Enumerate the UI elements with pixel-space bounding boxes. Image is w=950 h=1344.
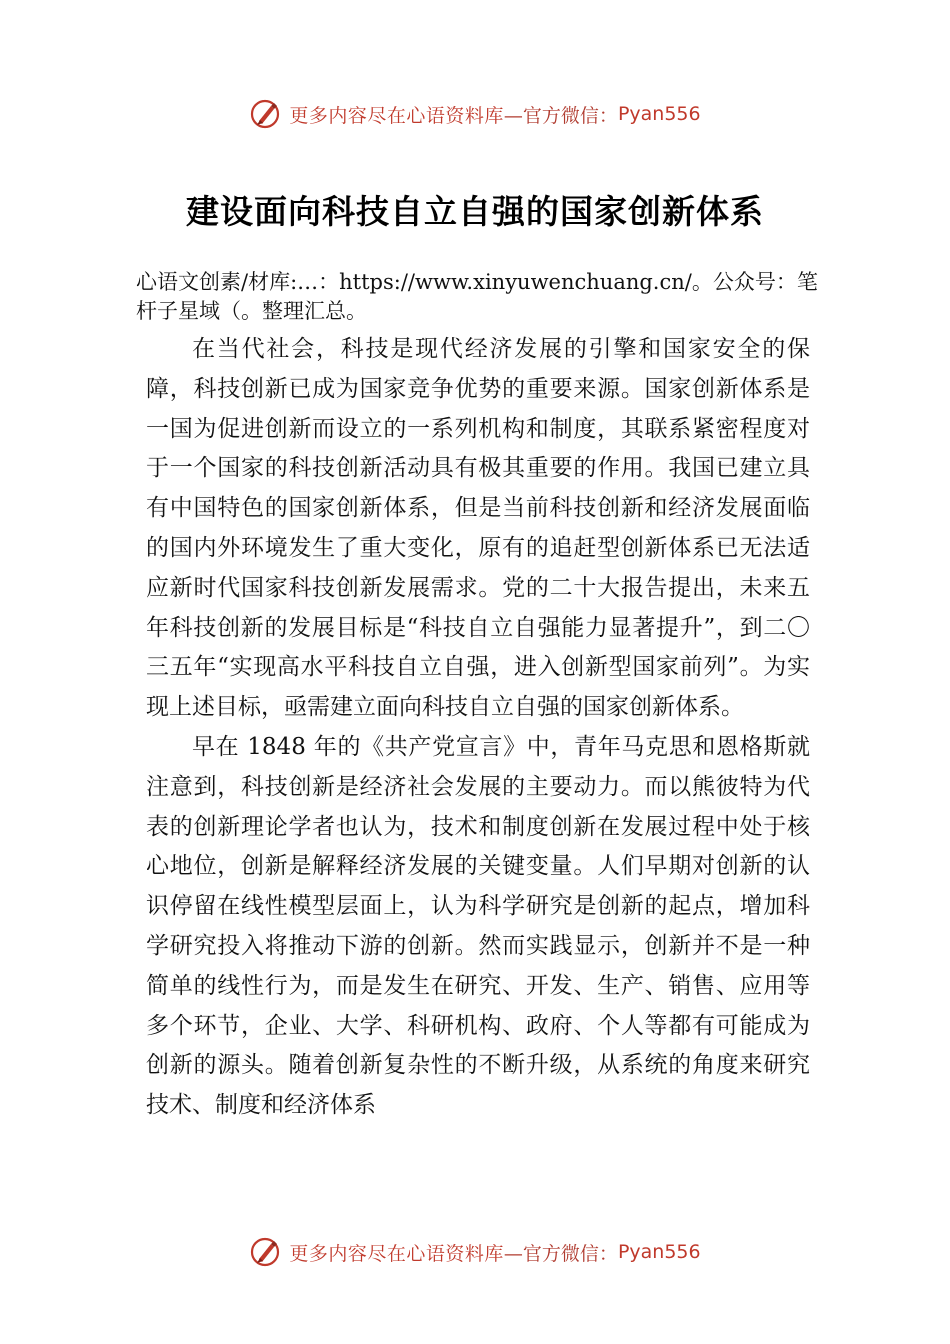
paragraph-1: 在当代社会，科技是现代经济发展的引擎和国家安全的保障，科技创新已成为国家竞争优势的重要来源。国家创新体系是一国为促进创新而设立的一系列机构和制度，其联系紧密程度对于一个国家的科技创新活动具有极其重要的作用。我国已建立具有中国特色的国家创新体系，但是当前科技创新和经济发展面临的国内外环境发生了重大变化，原有的追赶型创新体系已无法适应新时代国家科技创新发展需求。党的二十大报告提出，未来五年科技创新的发展目标是“科技自立自强能力显著提升”，到二〇三五年“实现高水平科技自立自强，进入创新型国家前列”。为实现上述目标，亟需建立面向科技自立自强的国家创新体系。 [146,336,810,721]
footer-banner [0,1232,950,1272]
banner-main-text: 更多内容尽在心语资料库 [289,104,504,127]
banner-wechat-handle: Pyan556 [617,1241,701,1263]
article-body [146,330,810,1126]
paragraph-2: 早在 1848 年的《共产党宣言》中，青年马克思和恩格斯就注意到，科技创新是经济社会发展的主要动力。而以熊彼特为代表的创新理论学者也认为，技术和制度创新在发展过程中处于核心地位，创新是解释经济发展的关键变量。人们早期对创新的认识停留在线性模型层面上，认为科学研究是创新的起点，增加科学研究投入将推动下游的创新。然而实践显示，创新并不是一种简单的线性行为，而是发生在研究、开发、生产、销售、应用等多个环节，企业、大学、科研机构、政府、个人等都有可能成为创新的源头。随着创新复杂性的不断升级，从系统的角度来研究技术、制度和经济体系 [146,733,810,1119]
header-banner [0,94,950,134]
banner-wechat-handle: Pyan556 [617,103,701,125]
pen-logo-icon [249,1235,283,1269]
page-title: 建设面向科技自立自强的国家创新体系 [186,192,764,231]
banner-separator-text: —官方微信： [503,104,618,127]
banner-separator-text: —官方微信： [503,1242,618,1265]
source-line: 心语文创素/材库:…：https://www.xinyuwenchuang.cn/。公众号：笔杆子星域（。整理汇总。 [136,270,818,323]
pen-logo-icon [249,97,283,131]
banner-main-text: 更多内容尽在心语资料库 [289,1242,504,1265]
